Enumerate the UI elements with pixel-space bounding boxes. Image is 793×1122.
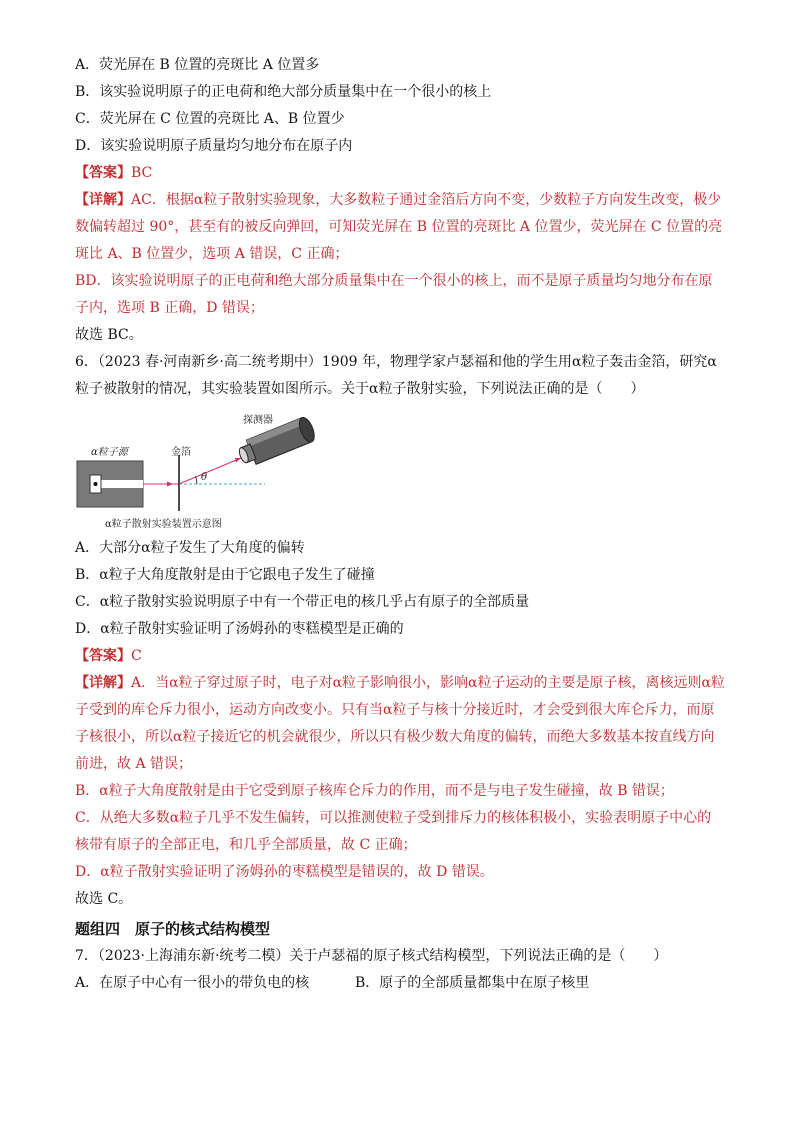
section-heading: 题组四 原子的核式结构模型: [75, 920, 271, 938]
beam-arrow: [167, 482, 173, 487]
q6-answer: [75, 643, 725, 670]
q6-option-a: A．大部分α粒子发生了大角度的偏转: [75, 540, 305, 556]
q6-answer-tag: 【答案】: [75, 648, 131, 664]
q6-detail-b: B．α粒子大角度散射是由于它受到原子核库仑斥力的作用，而不是与电子发生碰撞，故 B 错误；: [75, 783, 674, 799]
q6-detail-d: D．α粒子散射实验证明了汤姆孙的枣糕模型是错误的，故 D 错误。: [75, 864, 494, 880]
q5-detail-bd: BD．该实验说明原子的正电荷和绝大部分质量集中在一个很小的核上，而不是原子质量均匀地分布在原子内，选项 B 正确，D 错误；: [75, 273, 713, 316]
q7-stem: 7．（2023·上海浦东新·统考二模）关于卢瑟福的原子核式结构模型，下列说法正确的是（ ）: [75, 948, 668, 964]
q6-stem: 6．（2023 春·河南新乡·高二统考期中）1909 年，物理学家卢瑟福和他的学生用α粒子轰击金箔，研究α粒子被散射的情况，其实验装置如图所示。关于α粒子散射实验，下列说法正确的是（ ）: [75, 354, 717, 397]
q5-detail-ac-text: AC．根据α粒子散射实验现象，大多数粒子通过金箔后方向不变，少数粒子方向发生改变，极少数偏转超过 90°，甚至有的被反向弹回，可知荧光屏在 B 位置的亮斑比 A 位置少，荧光屏在 C 位置的亮斑比 A、B 位置少，选项 A 错误，C 正确；: [75, 192, 723, 262]
q5-option-d: D．该实验说明原子质量均匀地分布在原子内: [75, 138, 353, 154]
alpha-scattering-figure: [75, 407, 325, 535]
q5-answer-tag: 【答案】: [75, 165, 131, 181]
detector-label: 探测器: [243, 415, 273, 426]
q6-option-c: C．α粒子散射实验说明原子中有一个带正电的核几乎占有原子的全部质量: [75, 594, 530, 610]
q5-option-a: A．荧光屏在 B 位置的亮斑比 A 位置多: [75, 57, 320, 73]
figure-caption: α粒子散射实验装置示意图: [105, 519, 222, 530]
angle-label: θ: [201, 472, 208, 483]
document-page: [75, 52, 725, 997]
q5-conclusion: 故选 BC。: [75, 327, 143, 343]
q5-detail-tag: 【详解】: [75, 192, 131, 208]
q6-option-d: D．α粒子散射实验证明了汤姆孙的枣糕模型是正确的: [75, 621, 404, 637]
q6-conclusion: 故选 C。: [75, 891, 133, 907]
angle-arc: [196, 477, 198, 485]
scattered-arrow: [235, 458, 241, 463]
q5-detail-ac: [75, 187, 725, 268]
q6-answer-value: C: [131, 648, 142, 664]
q5-answer: [75, 160, 725, 187]
q7-option-b: B．原子的全部质量都集中在原子核里: [355, 975, 590, 991]
q7-option-a: A．在原子中心有一很小的带负电的核: [75, 975, 310, 991]
q6-option-b: B．α粒子大角度散射是由于它跟电子发生了碰撞: [75, 567, 375, 583]
foil-label: 金箔: [171, 447, 191, 458]
q5-option-b: B．该实验说明原子的正电荷和绝大部分质量集中在一个很小的核上: [75, 84, 492, 100]
q6-detail-c: C．从绝大多数α粒子几乎不发生偏转，可以推测使粒子受到排斥力的核体积极小，实验表明原子中心的核带有原子的全部正电，和几乎全部质量，故 C 正确；: [75, 810, 712, 853]
q6-detail-a-text: A．当α粒子穿过原子时，电子对α粒子影响很小，影响α粒子运动的主要是原子核，离核远则α粒子受到的库仑斥力很小，运动方向改变小。只有当α粒子与核十分接近时，才会受到很大库仑斥力，而原子核很小，所以α粒子接近它的机会就很少，所以只有极少数大角度的偏转，而绝大多数基本按直线方向前进，故 A 错误；: [75, 675, 725, 772]
q5-answer-value: BC: [131, 165, 153, 181]
source-label: α粒子源: [91, 447, 128, 458]
source-channel: [97, 480, 143, 488]
q5-option-c: C．荧光屏在 C 位置的亮斑比 A、B 位置少: [75, 111, 345, 127]
q6-detail-a: [75, 670, 725, 778]
source-point: [94, 482, 98, 486]
q6-detail-tag: 【详解】: [75, 675, 131, 691]
q7-options-row: [75, 970, 725, 997]
